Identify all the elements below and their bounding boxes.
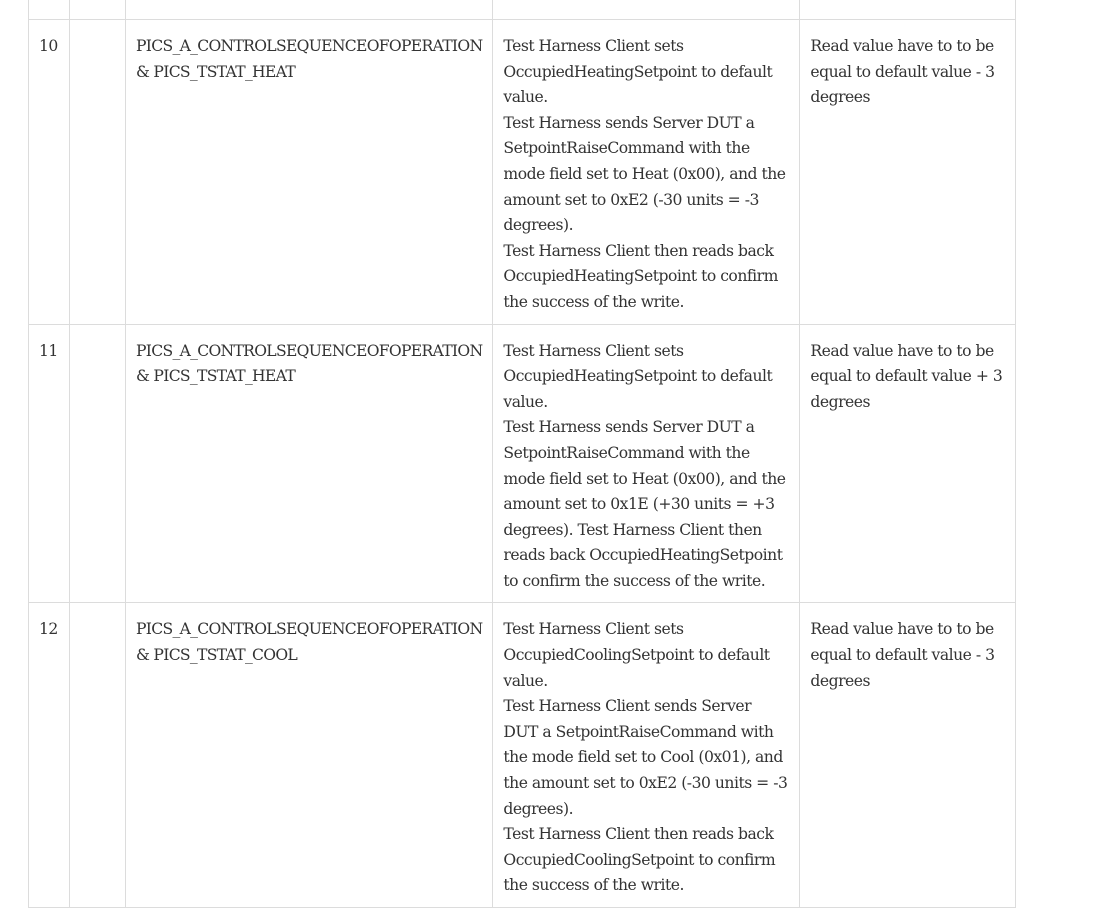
table-row [29, 20, 1016, 325]
empty-cell [70, 603, 126, 908]
pics-cell [126, 20, 493, 325]
expected-cell [800, 324, 1016, 603]
pics-cell [126, 603, 493, 908]
pics-code: & PICS_TSTAT_HEAT [136, 62, 296, 81]
empty-cell [70, 324, 126, 603]
steps-cell [493, 0, 800, 20]
step-text: Test Harness Client then reads back OccupiedCoolingSetpoint to confirm the success of the write. [503, 825, 776, 895]
pics-code: PICS_A_CONTROLSEQUENCEOFOPERATION [136, 341, 483, 360]
pics-code: PICS_A_CONTROLSEQUENCEOFOPERATION [136, 620, 483, 639]
number-cell [29, 603, 70, 908]
expected-result: Read value have to to be equal to default value + 3 degrees [810, 341, 1003, 411]
empty-cell [70, 20, 126, 325]
step-text: Test Harness Client sends Server DUT a SetpointRaiseCommand with the mode field set to Cool (0x01), and the amount set to 0xE2 (-30 units = -3 degrees). [503, 697, 788, 818]
number-cell [29, 0, 70, 20]
table-row [29, 324, 1016, 603]
step-text: Test Harness sends Server DUT a SetpointRaiseCommand with the mode field set to Heat (0x00), and the amount set to 0xE2 (-30 units = -3 degrees). [503, 113, 786, 235]
step-text: Test Harness Client sets OccupiedHeatingSetpoint to default value. [503, 341, 773, 411]
empty-cell [70, 0, 126, 20]
test-steps-table-container [28, 0, 1016, 908]
step-text: Test Harness Client sets OccupiedHeatingSetpoint to default value. [503, 37, 773, 107]
expected-result: Read value have to to be equal to default value - 3 degrees [810, 620, 995, 690]
pics-code: PICS_A_CONTROLSEQUENCEOFOPERATION [136, 37, 483, 55]
test-steps-table [28, 0, 1016, 908]
pics-code: & PICS_TSTAT_COOL [136, 646, 298, 665]
step-text: Test Harness sends Server DUT a SetpointRaiseCommand with the mode field set to Heat (0x00), and the amount set to 0x1E (+30 units = +3 degrees). Test Harness Client then reads back OccupiedHeatingSetpoint to confirm the success of the write. [503, 418, 786, 590]
number-cell [29, 324, 70, 603]
steps-cell [493, 324, 800, 603]
steps-cell [493, 603, 800, 908]
row-number: 10 [39, 37, 58, 55]
row-number: 12 [39, 620, 58, 639]
expected-result: Read value have to to be equal to default value - 3 degrees [810, 37, 995, 107]
pics-code: & PICS_TSTAT_HEAT [136, 367, 296, 386]
expected-cell [800, 0, 1016, 20]
table-row-partial [29, 0, 1016, 20]
expected-cell [800, 603, 1016, 908]
steps-text [503, 0, 789, 6]
row-number: 11 [39, 341, 58, 360]
table-row [29, 603, 1016, 908]
pics-cell [126, 0, 493, 20]
number-cell [29, 20, 70, 325]
expected-cell [800, 20, 1016, 325]
steps-cell [493, 20, 800, 325]
step-text: Test Harness Client sets OccupiedCoolingSetpoint to default value. [503, 620, 770, 690]
step-text: Test Harness Client then reads back OccupiedHeatingSetpoint to confirm the success of the write. [503, 241, 778, 311]
pics-cell [126, 324, 493, 603]
